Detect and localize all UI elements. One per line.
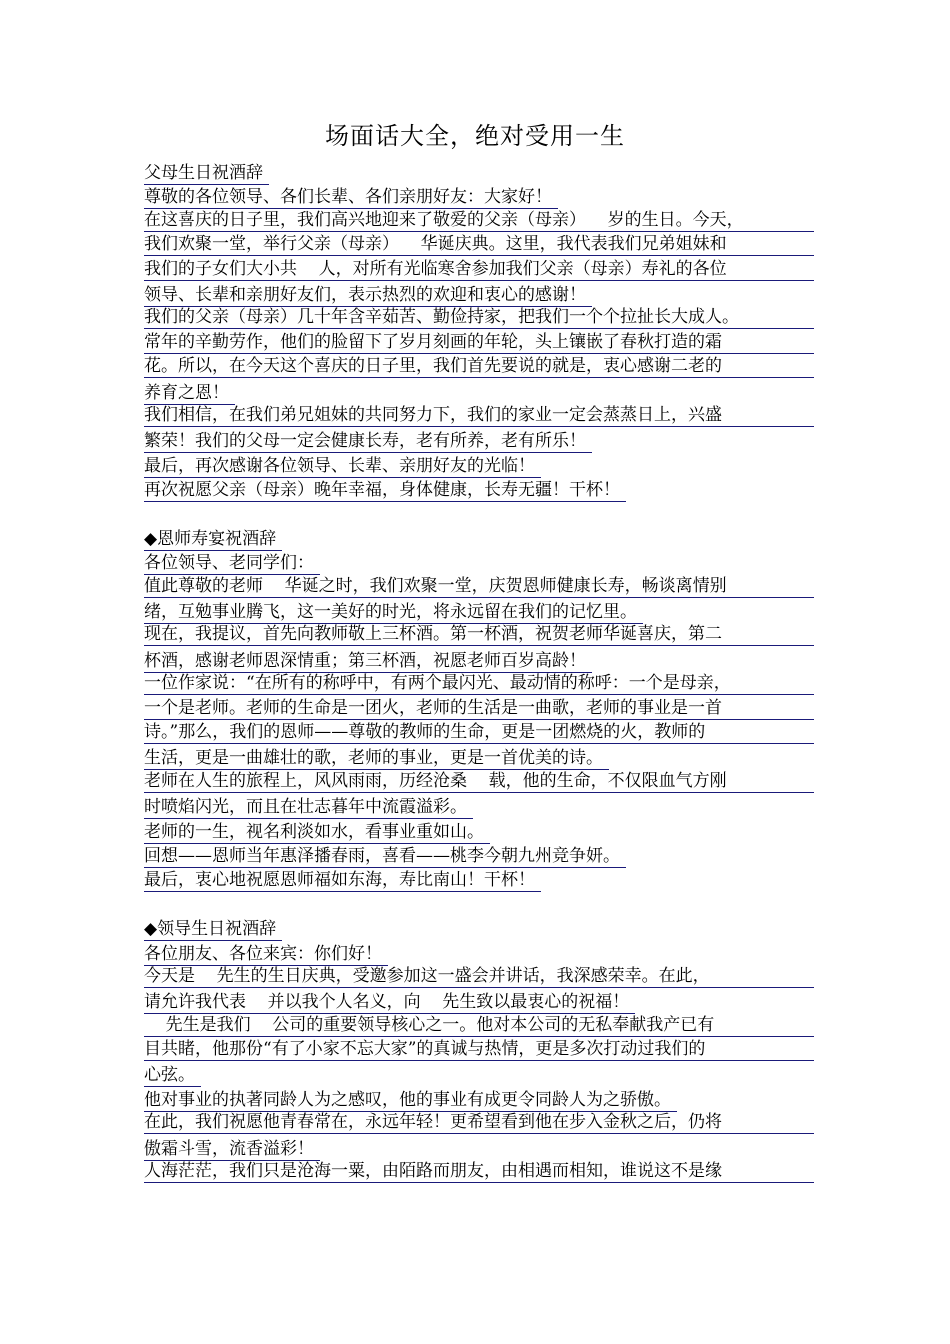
underlined-text: ◆恩师寿宴祝酒辞 bbox=[144, 529, 282, 551]
underlined-text: 先生是我们 公司的重要领导核心之一。他对本公司的无私奉献我产已有 bbox=[144, 1015, 814, 1037]
underlined-text: 在这喜庆的日子里，我们高兴地迎来了敬爱的父亲（母亲） 岁的生日。今天， bbox=[144, 210, 814, 232]
underlined-text: 养育之恩！ bbox=[144, 383, 235, 405]
text-line bbox=[144, 454, 814, 478]
underlined-text: 我们的子女们大小共 人，对所有光临寒舍参加我们父亲（母亲）寿礼的各位 bbox=[144, 259, 814, 281]
underlined-text: 最后，衷心地祝愿恩师福如东海，寿比南山！干杯！ bbox=[144, 870, 541, 892]
text-line bbox=[144, 844, 814, 868]
text-line bbox=[144, 527, 814, 551]
text-line bbox=[144, 234, 814, 258]
document-body bbox=[144, 161, 814, 1185]
text-line bbox=[144, 1088, 814, 1112]
text-line bbox=[144, 283, 814, 307]
underlined-text: 一个是老师。老师的生命是一团火，老师的生活是一曲歌，老师的事业是一首 bbox=[144, 698, 814, 720]
underlined-text: 今天是 先生的生日庆典，受邀参加这一盛会并讲话，我深感荣幸。在此， bbox=[144, 966, 814, 988]
text-line bbox=[144, 1137, 814, 1161]
underlined-text: 我们的父亲（母亲）几十年含辛茹苦、勤俭持家，把我们一个个拉扯长大成人。 bbox=[144, 307, 814, 329]
text-line bbox=[144, 332, 814, 356]
text-line bbox=[144, 1039, 814, 1063]
text-line bbox=[144, 381, 814, 405]
text-line bbox=[144, 990, 814, 1014]
underlined-text: 尊敬的各位领导、各们长辈、各们亲朋好友：大家好！ bbox=[144, 187, 558, 209]
text-line bbox=[144, 1161, 814, 1185]
underlined-text: 繁荣！我们的父母一定会健康长寿，老有所养，老有所乐！ bbox=[144, 431, 592, 453]
underlined-text: 花。所以，在今天这个喜庆的日子里，我们首先要说的就是，衷心感谢二老的 bbox=[144, 356, 814, 378]
section-gap bbox=[144, 893, 814, 917]
underlined-text: 杯酒，感谢老师恩深情重；第三杯酒，祝愿老师百岁高龄！ bbox=[144, 651, 592, 673]
text-line bbox=[144, 576, 814, 600]
underlined-text: ◆领导生日祝酒辞 bbox=[144, 919, 282, 941]
underlined-text: 再次祝愿父亲（母亲）晚年幸福，身体健康，长寿无疆！干杯！ bbox=[144, 480, 626, 502]
underlined-text: 老师的一生，视名利淡如水，看事业重如山。 bbox=[144, 822, 490, 844]
text-line bbox=[144, 942, 814, 966]
text-line bbox=[144, 429, 814, 453]
text-line bbox=[144, 966, 814, 990]
underlined-text: 时喷焰闪光，而且在壮志暮年中流霞溢彩。 bbox=[144, 797, 473, 819]
text-line bbox=[144, 771, 814, 795]
underlined-text: 我们相信，在我们弟兄姐妹的共同努力下，我们的家业一定会蒸蒸日上，兴盛 bbox=[144, 405, 814, 427]
underlined-text: 父母生日祝酒辞 bbox=[144, 163, 269, 185]
text-line bbox=[144, 600, 814, 624]
underlined-text: 诗。”那么，我们的恩师——尊敬的教师的生命，更是一团燃烧的火，教师的 bbox=[144, 722, 814, 744]
underlined-text: 人海茫茫，我们只是沧海一粟，由陌路而朋友，由相遇而相知，谁说这不是缘 bbox=[144, 1161, 814, 1183]
underlined-text: 他对事业的执著同龄人为之感叹，他的事业有成更令同龄人为之骄傲。 bbox=[144, 1090, 677, 1112]
underlined-text: 现在，我提议，首先向教师敬上三杯酒。第一杯酒，祝贺老师华诞喜庆，第二 bbox=[144, 624, 814, 646]
underlined-text: 在此，我们祝愿他青春常在，永远年轻！更希望看到他在步入金秋之后，仍将 bbox=[144, 1112, 814, 1134]
text-line bbox=[144, 649, 814, 673]
underlined-text: 一位作家说：“在所有的称呼中，有两个最闪光、最动情的称呼：一个是母亲， bbox=[144, 673, 814, 695]
underlined-text: 我们欢聚一堂，举行父亲（母亲） 华诞庆典。这里，我代表我们兄弟姐妹和 bbox=[144, 234, 814, 256]
text-line bbox=[144, 868, 814, 892]
underlined-text: 心弦。 bbox=[144, 1065, 201, 1087]
text-line bbox=[144, 356, 814, 380]
underlined-text: 最后，再次感谢各位领导、长辈、亲朋好友的光临！ bbox=[144, 456, 541, 478]
text-line bbox=[144, 673, 814, 697]
text-line bbox=[144, 405, 814, 429]
text-line bbox=[144, 185, 814, 209]
underlined-text: 常年的辛勤劳作，他们的脸留下了岁月刻画的年轮，头上镶嵌了春秋打造的霜 bbox=[144, 332, 814, 354]
underlined-text: 值此尊敬的老师 华诞之时，我们欢聚一堂，庆贺恩师健康长寿，畅谈离情别 bbox=[144, 576, 814, 598]
underlined-text: 绪，互勉事业腾飞，这一美好的时光，将永远留在我们的记忆里。 bbox=[144, 602, 643, 624]
text-line bbox=[144, 820, 814, 844]
text-line bbox=[144, 551, 814, 575]
underlined-text: 回想——恩师当年惠泽播春雨，喜看——桃李今朝九州竞争妍。 bbox=[144, 846, 626, 868]
underlined-text: 傲霜斗雪，流香溢彩！ bbox=[144, 1139, 320, 1161]
page-title: 场面话大全，绝对受用一生 bbox=[325, 122, 625, 150]
text-line bbox=[144, 917, 814, 941]
text-line bbox=[144, 722, 814, 746]
underlined-text: 老师在人生的旅程上，风风雨雨，历经沧桑 载，他的生命，不仅限血气方刚 bbox=[144, 771, 814, 793]
section-gap bbox=[144, 502, 814, 526]
text-line bbox=[144, 1112, 814, 1136]
text-line bbox=[144, 1015, 814, 1039]
underlined-text: 生活，更是一曲雄壮的歌，老师的事业，更是一首优美的诗。 bbox=[144, 748, 609, 770]
underlined-text: 目共睹，他那份“有了小家不忘大家”的真诚与热情，更是多次打动过我们的 bbox=[144, 1039, 814, 1061]
text-line bbox=[144, 478, 814, 502]
underlined-text: 各位领导、老同学们： bbox=[144, 553, 320, 575]
text-line bbox=[144, 795, 814, 819]
text-line bbox=[144, 698, 814, 722]
text-line bbox=[144, 746, 814, 770]
text-line bbox=[144, 307, 814, 331]
text-line bbox=[144, 210, 814, 234]
underlined-text: 领导、长辈和亲朋好友们，表示热烈的欢迎和衷心的感谢！ bbox=[144, 285, 592, 307]
text-line bbox=[144, 624, 814, 648]
text-line bbox=[144, 161, 814, 185]
underlined-text: 各位朋友、各位来宾：你们好！ bbox=[144, 944, 388, 966]
text-line bbox=[144, 1063, 814, 1087]
text-line bbox=[144, 259, 814, 283]
underlined-text: 请允许我代表 并以我个人名义，向 先生致以最衷心的祝福！ bbox=[144, 992, 635, 1014]
